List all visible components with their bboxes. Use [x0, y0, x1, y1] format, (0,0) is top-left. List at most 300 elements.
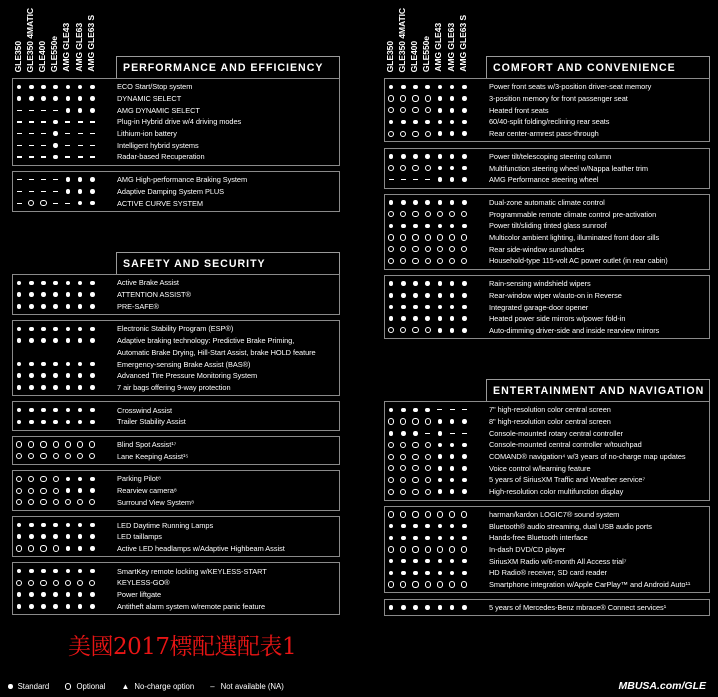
feature-row: [385, 197, 709, 209]
availability-cell: [422, 104, 434, 116]
availability-cell: [74, 589, 86, 601]
availability-cell: [37, 93, 49, 105]
availability-cell: [25, 519, 37, 531]
standard-dot-icon: [41, 569, 46, 574]
feature-label: 3-position memory for front passenger seat: [489, 94, 628, 104]
availability-symbols: [13, 358, 117, 370]
standard-icon: [8, 684, 13, 689]
standard-dot-icon: [462, 466, 467, 471]
availability-cell: [50, 543, 62, 555]
availability-cell: [86, 519, 98, 531]
optional-circle-icon: [65, 580, 71, 586]
availability-cell: [397, 301, 409, 313]
availability-cell: [62, 485, 74, 497]
availability-cell: [86, 382, 98, 394]
availability-cell: [13, 104, 25, 116]
availability-cell: [397, 151, 409, 163]
feature-row: [13, 116, 339, 128]
optional-circle-icon: [400, 327, 406, 333]
availability-cell: [62, 104, 74, 116]
availability-symbols: [385, 427, 489, 439]
availability-cell: [62, 323, 74, 335]
standard-dot-icon: [17, 304, 22, 309]
availability-cell: [13, 404, 25, 416]
optional-circle-icon: [412, 418, 418, 424]
availability-symbols: [385, 462, 489, 474]
availability-cell: [37, 531, 49, 543]
availability-cell: [86, 358, 98, 370]
standard-dot-icon: [401, 281, 406, 286]
availability-cell: [446, 602, 458, 614]
feature-group: [384, 194, 710, 270]
standard-dot-icon: [29, 292, 34, 297]
feature-row: [385, 509, 709, 521]
availability-cell: [37, 589, 49, 601]
standard-dot-icon: [438, 177, 443, 182]
standard-dot-icon: [413, 536, 418, 541]
standard-dot-icon: [66, 281, 71, 286]
availability-symbols: [13, 416, 117, 428]
availability-cell: [434, 151, 446, 163]
section-title: SAFETY AND SECURITY: [116, 252, 340, 274]
standard-dot-icon: [425, 224, 430, 229]
availability-cell: [37, 450, 49, 462]
optional-circle-icon: [425, 107, 431, 113]
availability-cell: [37, 323, 49, 335]
not-available-dash-icon: [413, 179, 418, 180]
availability-cell: [385, 255, 397, 267]
availability-cell: [86, 197, 98, 209]
availability-cell: [13, 323, 25, 335]
availability-cell: [422, 93, 434, 105]
feature-row: [385, 93, 709, 105]
optional-circle-icon: [28, 580, 34, 586]
availability-cell: [446, 532, 458, 544]
availability-cell: [74, 416, 86, 428]
availability-cell: [25, 543, 37, 555]
availability-cell: [37, 404, 49, 416]
feature-label: Lithium-ion battery: [117, 129, 177, 139]
standard-dot-icon: [462, 605, 467, 610]
availability-cell: [422, 174, 434, 186]
standard-dot-icon: [53, 155, 58, 160]
feature-label: Heated front seats: [489, 105, 549, 115]
optional-circle-icon: [28, 441, 34, 447]
feature-label: HD Radio® receiver, SD card reader: [489, 568, 607, 578]
feature-label: ATTENTION ASSIST®: [117, 290, 191, 300]
availability-cell: [397, 451, 409, 463]
availability-cell: [86, 81, 98, 93]
optional-circle-icon: [449, 234, 455, 240]
section-title: ENTERTAINMENT AND NAVIGATION: [486, 379, 710, 401]
availability-cell: [422, 197, 434, 209]
availability-cell: [74, 300, 86, 312]
availability-cell: [409, 278, 421, 290]
availability-cell: [409, 462, 421, 474]
optional-circle-icon: [412, 131, 418, 137]
standard-dot-icon: [41, 592, 46, 597]
availability-cell: [25, 382, 37, 394]
optional-circle-icon: [40, 441, 46, 447]
standard-dot-icon: [17, 338, 22, 343]
availability-cell: [50, 531, 62, 543]
optional-circle-icon: [53, 476, 59, 482]
feature-row: [13, 543, 339, 555]
availability-cell: [74, 531, 86, 543]
availability-cell: [446, 555, 458, 567]
not-available-dash-icon: [462, 433, 467, 434]
optional-circle-icon: [40, 476, 46, 482]
optional-circle-icon: [77, 441, 83, 447]
availability-cell: [397, 81, 409, 93]
model-label: GLE350 4MATIC: [24, 7, 35, 72]
standard-dot-icon: [438, 489, 443, 494]
optional-circle-icon: [425, 165, 431, 171]
standard-dot-icon: [53, 420, 58, 425]
optional-circle-icon: [388, 258, 394, 264]
availability-cell: [50, 404, 62, 416]
optional-circle-icon: [425, 454, 431, 460]
feature-label: Intelligent hybrid systems: [117, 140, 199, 150]
feature-row: [385, 220, 709, 232]
standard-dot-icon: [450, 200, 455, 205]
availability-cell: [74, 346, 86, 358]
standard-dot-icon: [41, 85, 46, 90]
availability-cell: [397, 579, 409, 591]
feature-row: [385, 579, 709, 591]
optional-circle-icon: [16, 441, 22, 447]
availability-cell: [422, 520, 434, 532]
availability-cell: [74, 450, 86, 462]
availability-cell: [37, 577, 49, 589]
availability-cell: [50, 382, 62, 394]
availability-cell: [37, 416, 49, 428]
standard-dot-icon: [425, 571, 430, 576]
standard-dot-icon: [389, 200, 394, 205]
standard-dot-icon: [450, 489, 455, 494]
availability-cell: [74, 128, 86, 140]
optional-circle-icon: [425, 211, 431, 217]
availability-cell: [422, 486, 434, 498]
feature-label: SmartKey remote locking w/KEYLESS-START: [117, 566, 267, 576]
availability-cell: [385, 532, 397, 544]
availability-cell: [13, 416, 25, 428]
availability-symbols: [13, 439, 117, 451]
availability-symbols: [385, 416, 489, 428]
optional-circle-icon: [461, 511, 467, 517]
availability-cell: [397, 208, 409, 220]
model-name: [457, 6, 469, 72]
standard-dot-icon: [450, 293, 455, 298]
availability-cell: [409, 289, 421, 301]
standard-dot-icon: [462, 120, 467, 125]
feature-row: [385, 439, 709, 451]
standard-dot-icon: [401, 316, 406, 321]
availability-cell: [458, 128, 470, 140]
availability-cell: [409, 162, 421, 174]
availability-cell: [86, 439, 98, 451]
availability-cell: [37, 197, 49, 209]
standard-dot-icon: [413, 154, 418, 159]
standard-dot-icon: [17, 534, 22, 539]
standard-dot-icon: [29, 569, 34, 574]
availability-cell: [397, 174, 409, 186]
availability-cell: [409, 208, 421, 220]
availability-symbols: [385, 151, 489, 163]
availability-cell: [446, 232, 458, 244]
model-name: [408, 6, 420, 72]
availability-cell: [434, 416, 446, 428]
availability-cell: [86, 346, 98, 358]
availability-cell: [13, 531, 25, 543]
availability-cell: [446, 208, 458, 220]
availability-cell: [409, 255, 421, 267]
optional-circle-icon: [77, 499, 83, 505]
availability-cell: [50, 346, 62, 358]
feature-label: ECO Start/Stop system: [117, 82, 193, 92]
availability-cell: [37, 439, 49, 451]
not-available-dash-icon: [41, 179, 46, 180]
availability-cell: [13, 485, 25, 497]
not-available-dash-icon: [53, 110, 58, 111]
feature-row: [13, 174, 339, 186]
feature-row: [13, 416, 339, 428]
optional-circle-icon: [89, 441, 95, 447]
feature-label: AMG High-performance Braking System: [117, 175, 248, 185]
standard-dot-icon: [78, 385, 83, 390]
standard-dot-icon: [389, 120, 394, 125]
standard-dot-icon: [41, 96, 46, 101]
availability-symbols: [385, 174, 489, 186]
standard-dot-icon: [389, 559, 394, 564]
standard-dot-icon: [17, 362, 22, 367]
feature-label: Rain-sensing windshield wipers: [489, 279, 591, 289]
availability-cell: [62, 277, 74, 289]
standard-dot-icon: [438, 443, 443, 448]
availability-symbols: [13, 186, 117, 198]
availability-cell: [397, 128, 409, 140]
availability-cell: [422, 509, 434, 521]
feature-label: LED taillamps: [117, 532, 162, 542]
feature-label: 7 air bags offering 9-way protection: [117, 382, 231, 392]
standard-dot-icon: [462, 177, 467, 182]
feature-row: [13, 289, 339, 301]
model-label: AMG GLE63 S: [85, 15, 96, 72]
availability-cell: [434, 474, 446, 486]
availability-symbols: [385, 602, 489, 614]
standard-dot-icon: [41, 373, 46, 378]
availability-cell: [458, 289, 470, 301]
availability-cell: [409, 325, 421, 337]
availability-cell: [74, 93, 86, 105]
standard-dot-icon: [413, 200, 418, 205]
standard-dot-icon: [462, 328, 467, 333]
availability-cell: [37, 81, 49, 93]
availability-cell: [50, 416, 62, 428]
availability-cell: [50, 565, 62, 577]
standard-dot-icon: [66, 546, 71, 551]
not-available-dash-icon: [65, 156, 70, 157]
standard-dot-icon: [90, 201, 95, 206]
availability-cell: [50, 116, 62, 128]
availability-symbols: [385, 579, 489, 591]
standard-dot-icon: [389, 408, 394, 413]
optional-circle-icon: [40, 499, 46, 505]
feature-label: Automatic Brake Drying, Hill-Start Assist, brake HOLD feature: [117, 347, 316, 357]
standard-dot-icon: [53, 85, 58, 90]
standard-dot-icon: [29, 304, 34, 309]
standard-dot-icon: [389, 305, 394, 310]
standard-dot-icon: [90, 534, 95, 539]
feature-label: Advanced Tire Pressure Monitoring System: [117, 371, 258, 381]
feature-label: DYNAMIC SELECT: [117, 94, 182, 104]
standard-dot-icon: [17, 569, 22, 574]
availability-cell: [422, 404, 434, 416]
standard-dot-icon: [53, 373, 58, 378]
availability-cell: [74, 151, 86, 163]
availability-cell: [409, 427, 421, 439]
availability-cell: [13, 277, 25, 289]
standard-dot-icon: [78, 604, 83, 609]
standard-dot-icon: [90, 523, 95, 528]
standard-dot-icon: [462, 478, 467, 483]
standard-dot-icon: [438, 524, 443, 529]
standard-dot-icon: [17, 592, 22, 597]
availability-symbols: [385, 278, 489, 290]
feature-label: Radar-based Recuperation: [117, 152, 205, 162]
standard-dot-icon: [78, 85, 83, 90]
availability-cell: [62, 565, 74, 577]
not-available-dash-icon: [450, 409, 455, 410]
optional-circle-icon: [437, 234, 443, 240]
availability-cell: [385, 289, 397, 301]
feature-label: COMAND® navigation⁴ w/3 years of no-charge map updates: [489, 452, 686, 462]
availability-cell: [62, 370, 74, 382]
optional-circle-icon: [16, 488, 22, 494]
availability-symbols: [13, 93, 117, 105]
standard-dot-icon: [462, 131, 467, 136]
not-available-dash-icon: [437, 409, 442, 410]
standard-dot-icon: [17, 604, 22, 609]
availability-symbols: [385, 208, 489, 220]
model-label: GLE550e: [49, 35, 60, 72]
availability-cell: [397, 404, 409, 416]
standard-dot-icon: [401, 605, 406, 610]
not-available-dash-icon: [17, 110, 22, 111]
model-name: [421, 6, 433, 72]
availability-cell: [409, 404, 421, 416]
availability-cell: [50, 81, 62, 93]
standard-dot-icon: [438, 431, 443, 436]
standard-dot-icon: [41, 304, 46, 309]
standard-dot-icon: [41, 604, 46, 609]
feature-row: [385, 532, 709, 544]
availability-cell: [409, 174, 421, 186]
standard-dot-icon: [438, 131, 443, 136]
standard-dot-icon: [462, 166, 467, 171]
standard-dot-icon: [389, 293, 394, 298]
availability-cell: [74, 404, 86, 416]
standard-dot-icon: [450, 524, 455, 529]
legend-optional: Optional: [76, 682, 106, 691]
feature-row: [13, 81, 339, 93]
availability-cell: [422, 232, 434, 244]
standard-dot-icon: [53, 569, 58, 574]
optional-circle-icon: [53, 499, 59, 505]
availability-cell: [458, 451, 470, 463]
availability-cell: [434, 197, 446, 209]
model-name: [61, 6, 73, 72]
optional-circle-icon: [425, 581, 431, 587]
availability-cell: [37, 565, 49, 577]
not-available-dash-icon: [17, 191, 22, 192]
standard-dot-icon: [53, 304, 58, 309]
standard-dot-icon: [389, 571, 394, 576]
availability-cell: [25, 139, 37, 151]
availability-cell: [37, 300, 49, 312]
availability-symbols: [385, 486, 489, 498]
optional-circle-icon: [461, 581, 467, 587]
optional-circle-icon: [388, 465, 394, 471]
availability-cell: [62, 81, 74, 93]
availability-cell: [25, 485, 37, 497]
not-available-dash-icon: [90, 133, 95, 134]
optional-circle-icon: [461, 258, 467, 264]
availability-cell: [74, 104, 86, 116]
availability-cell: [37, 358, 49, 370]
availability-cell: [86, 128, 98, 140]
availability-cell: [446, 486, 458, 498]
standard-dot-icon: [66, 189, 71, 194]
feature-label: Rear-window wiper w/auto-on in Reverse: [489, 290, 622, 300]
availability-cell: [385, 486, 397, 498]
availability-cell: [385, 278, 397, 290]
standard-dot-icon: [90, 85, 95, 90]
standard-dot-icon: [90, 385, 95, 390]
standard-dot-icon: [53, 281, 58, 286]
feature-label: 60/40-split folding/reclining rear seats: [489, 117, 610, 127]
availability-cell: [446, 404, 458, 416]
optional-circle-icon: [77, 580, 83, 586]
model-label: GLE400: [408, 40, 419, 72]
feature-label: Heated power side mirrors w/power fold-in: [489, 314, 626, 324]
availability-cell: [37, 496, 49, 508]
not-available-dash-icon: [41, 121, 46, 122]
availability-cell: [385, 509, 397, 521]
standard-dot-icon: [53, 338, 58, 343]
availability-cell: [25, 346, 37, 358]
availability-cell: [434, 255, 446, 267]
section-title: PERFORMANCE AND EFFICIENCY: [116, 56, 340, 78]
availability-cell: [86, 335, 98, 347]
feature-row: [385, 116, 709, 128]
standard-dot-icon: [389, 431, 394, 436]
standard-dot-icon: [438, 328, 443, 333]
availability-cell: [409, 509, 421, 521]
availability-cell: [422, 220, 434, 232]
availability-cell: [397, 427, 409, 439]
standard-dot-icon: [90, 408, 95, 413]
availability-cell: [62, 116, 74, 128]
optional-circle-icon: [412, 165, 418, 171]
standard-dot-icon: [66, 488, 71, 493]
standard-dot-icon: [425, 524, 430, 529]
availability-cell: [397, 474, 409, 486]
availability-cell: [37, 104, 49, 116]
availability-symbols: [385, 439, 489, 451]
availability-cell: [422, 289, 434, 301]
standard-dot-icon: [413, 431, 418, 436]
